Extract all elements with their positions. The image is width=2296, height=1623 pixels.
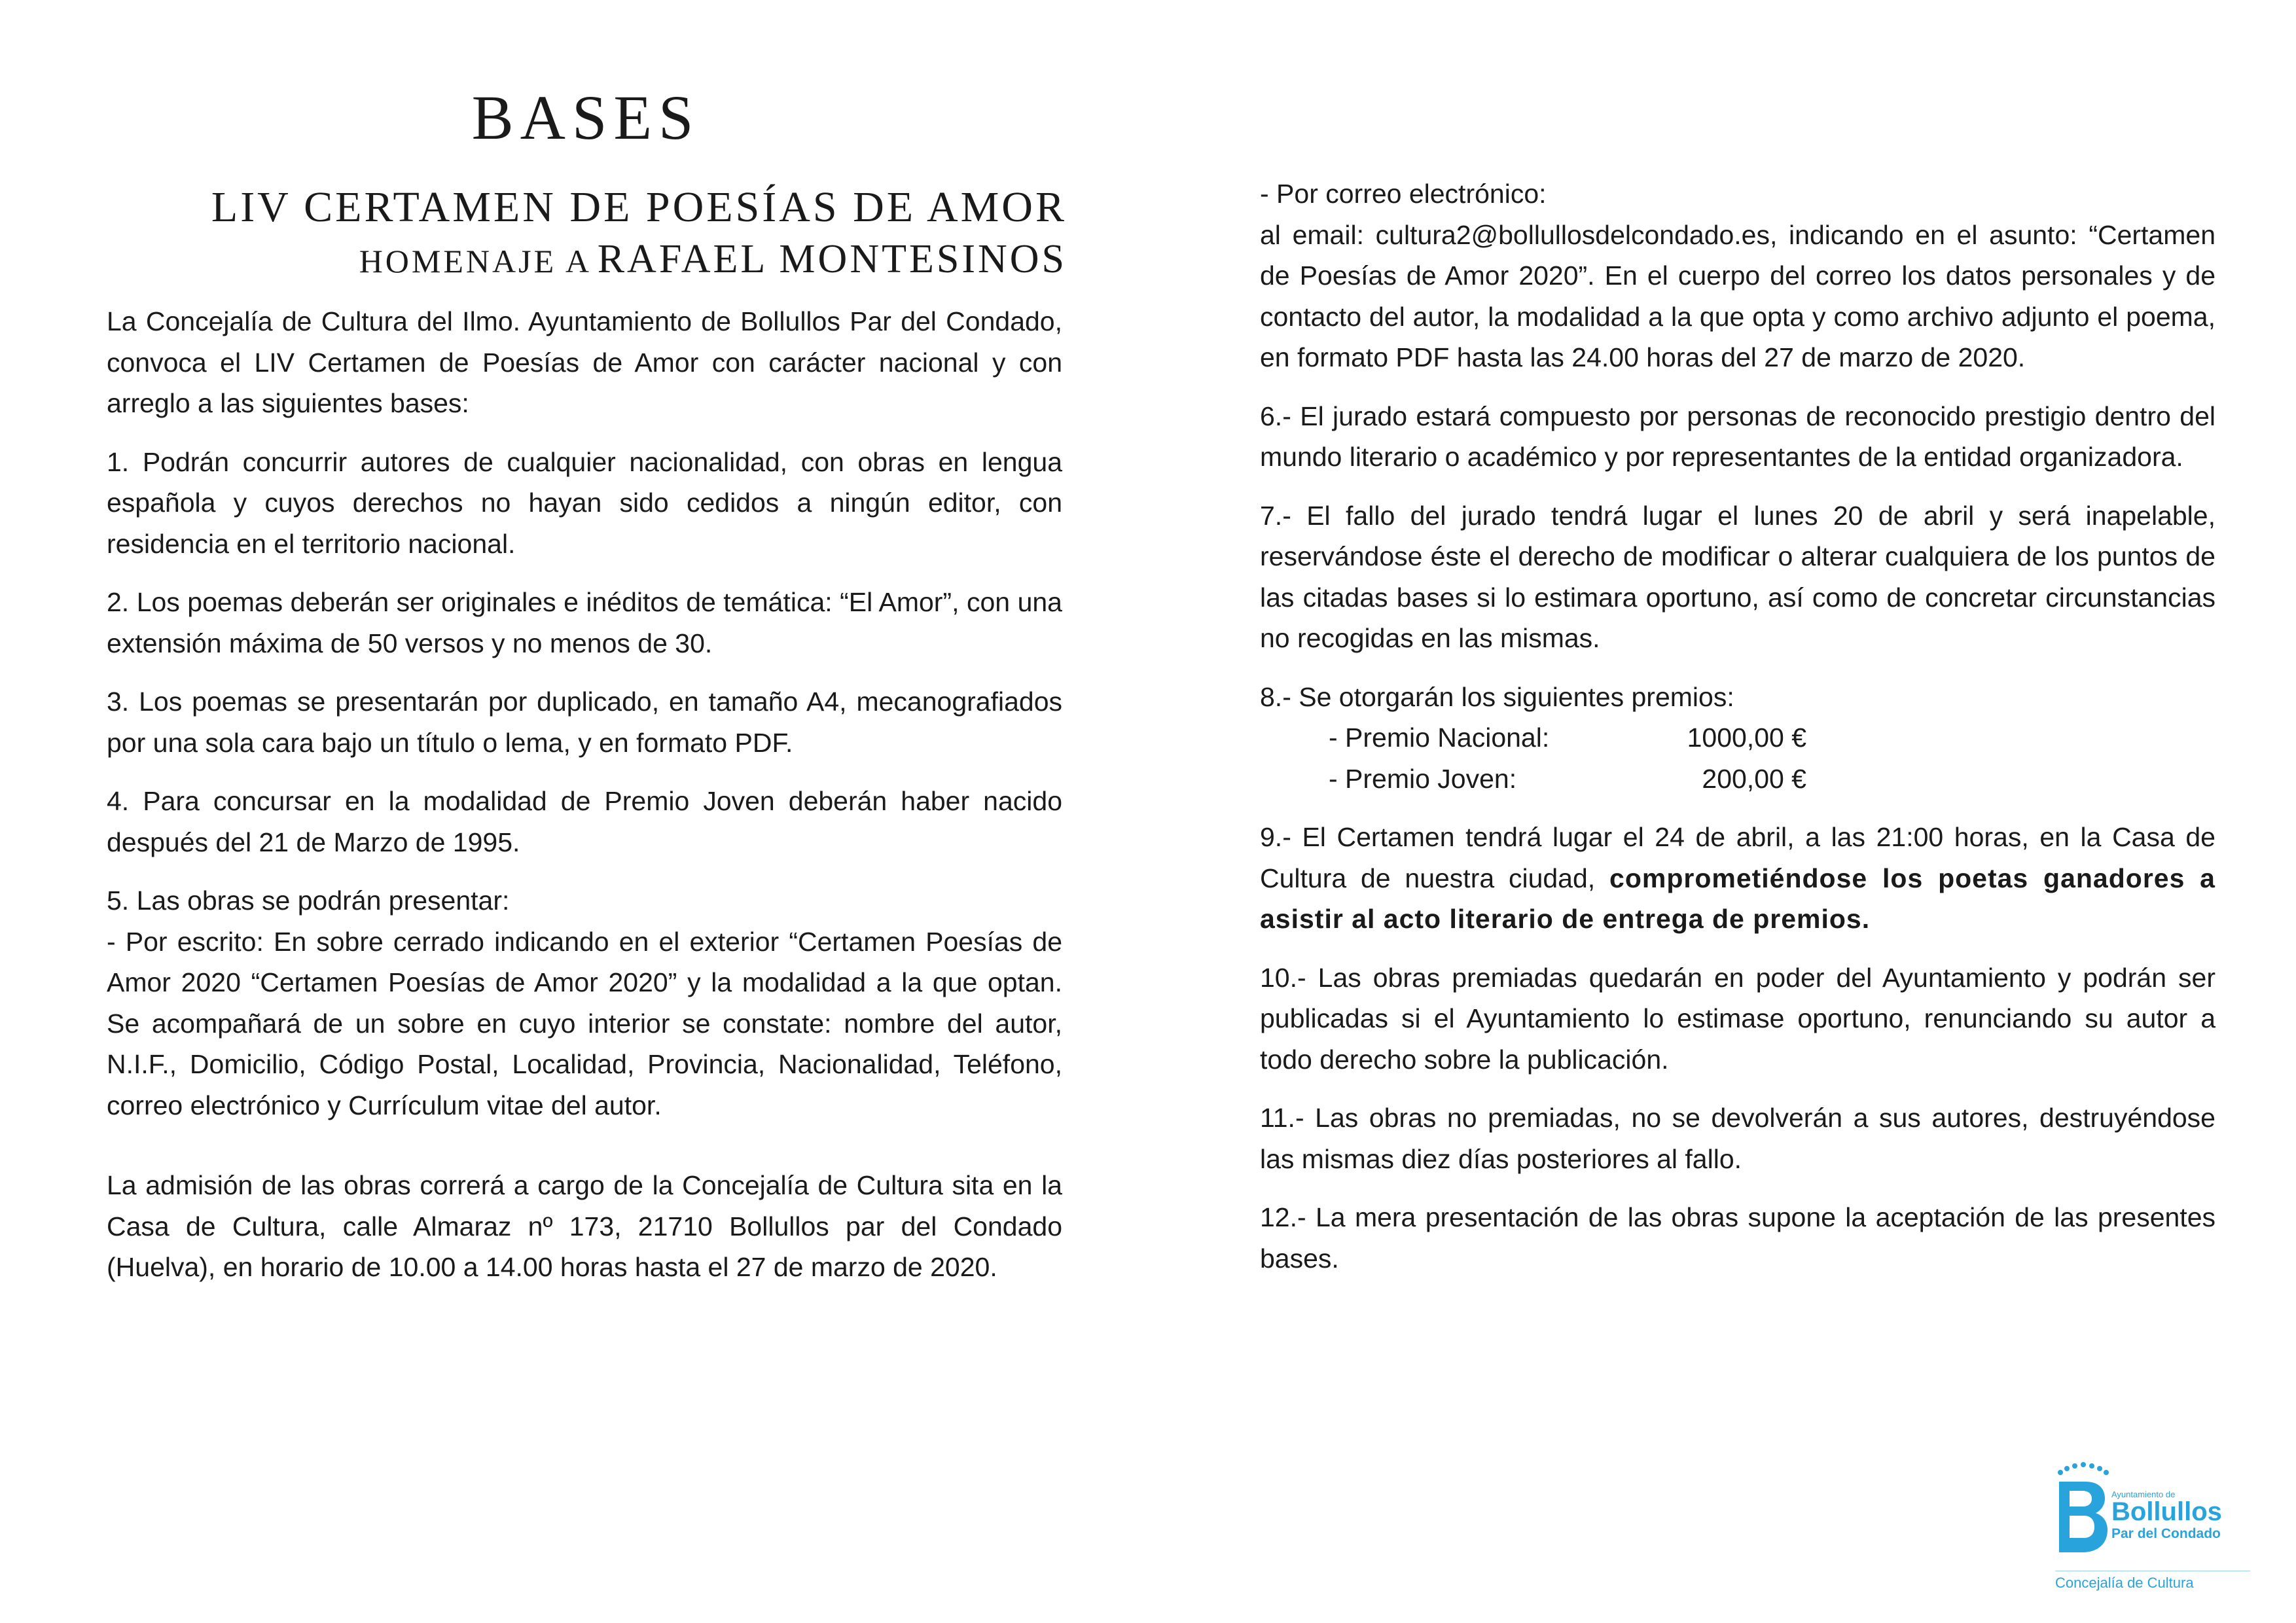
intro-paragraph: La Concejalía de Cultura del Ilmo. Ayuntamiento de Bollullos Par del Condado, convoca el LIV Certamen de Poesías de Amor con carácter nacional y con arreglo a las siguientes bases: <box>107 306 1062 418</box>
base-12: 12.- La mera presentación de las obras supone la aceptación de las presentes bases. <box>1260 1202 2215 1274</box>
page-title: BASES <box>471 82 700 152</box>
base-3: 3. Los poemas se presentarán por duplicado, en tamaño A4, mecanografiados por una sola cara bajo un título o lema, y en formato PDF. <box>107 687 1062 758</box>
base-5-title: 5. Las obras se podrán presentar: <box>107 885 510 916</box>
base-8 <box>1260 677 2215 800</box>
logo-main-text: Bollullos <box>2111 1497 2222 1526</box>
base-9-bold-text: comprometiéndose los poetas ganadores a asistir al acto literario de entrega de premios. <box>1260 863 2215 934</box>
homenaje-name: RAFAEL MONTESINOS <box>597 237 1067 281</box>
base-1: 1. Podrán concurrir autores de cualquier nacionalidad, con obras en lengua española y cuyos derechos no hayan sido cedidos a ningún editor, con residencia en el territorio nacional. <box>107 446 1062 559</box>
base-4: 4. Para concursar en la modalidad de Premio Joven deberán haber nacido después del 21 de Marzo de 1995. <box>107 786 1062 857</box>
logo-department-text: Concejalía de Cultura <box>2055 1575 2194 1591</box>
base-11: 11.- Las obras no premiadas, no se devolverán a sus autores, destruyéndose las mismas diez días posteriores al fallo. <box>1260 1103 2215 1174</box>
left-column <box>107 301 1062 1306</box>
homenaje-line <box>105 233 1067 295</box>
admision-paragraph: La admisión de las obras correrá a cargo de la Concejalía de Cultura sita en la Casa de Cultura, calle Almaraz nº 173, 21710 Bollullos par del Condado (Huelva), en horario de 10.00 a 14.00 horas hasta el 27 de marzo de 2020. <box>107 1170 1062 1282</box>
homenaje-prefix: HOMENAJE A <box>359 243 592 279</box>
prize-row <box>1260 758 2215 800</box>
base-7: 7.- El fallo del jurado tendrá lugar el lunes 20 de abril y será inapelable, reservándose éste el derecho de modificar o alterar cualquiera de los puntos de las citadas bases si lo estimara oportuno, así como de concretar circunstancias no recogidas en las mismas. <box>1260 500 2215 653</box>
logo-sub-text: Par del Condado <box>2111 1526 2221 1541</box>
prize-name: - Premio Joven: <box>1329 763 1517 794</box>
base-6: 6.- El jurado estará compuesto por personas de reconocido prestigio dentro del mundo literario o académico y por representantes de la entidad organizadora. <box>1260 401 2215 472</box>
base-9-text: 9.- El Certamen tendrá lugar el 24 de abril, a las 21:00 horas, en la Casa de Cultura de nuestra ciudad, <box>1260 822 2215 893</box>
correo-section <box>1260 173 2215 378</box>
prize-name: - Premio Nacional: <box>1329 722 1550 753</box>
prize-amount: 1000,00 € <box>1687 722 1806 753</box>
base-5-escrito: - Por escrito: En sobre cerrado indicando en el exterior “Certamen Poesías de Amor 2020 “Certamen Poesías de Amor 2020” y la modalidad a la que optan. Se acompañará de un sobre en cuyo interior se constate: nombre del autor, N.I.F., Domicilio, Código Postal, Localidad, Provincia, Nacionalidad, Teléfono, correo electrónico y Currículum vitae del autor. <box>107 926 1062 1120</box>
logo-small-text: Ayuntamiento de <box>2111 1489 2176 1499</box>
bollullos-logo <box>2055 1459 2251 1597</box>
correo-text: al email: cultura2@bollullosdelcondado.es, indicando en el asunto: “Certamen de Poesías de Amor 2020”. En el cuerpo del correo los datos personales y de contacto del autor, la modalidad a la que opta y como archivo adjunto el poema, en formato PDF hasta las 24.00 horas del 27 de marzo de 2020. <box>1260 219 2215 372</box>
title-block <box>105 79 1067 295</box>
base-2: 2. Los poemas deberán ser originales e inéditos de temática: “El Amor”, con una extensión máxima de 50 versos y no menos de 30. <box>107 587 1062 658</box>
prize-amount: 200,00 € <box>1702 763 1806 794</box>
base-8-title: 8.- Se otorgarán los siguientes premios: <box>1260 681 1734 712</box>
correo-title: - Por correo electrónico: <box>1260 179 1547 209</box>
right-column <box>1260 173 2215 1296</box>
bollullos-emblem-icon <box>2055 1459 2111 1564</box>
prize-row <box>1260 717 2215 758</box>
base-5 <box>107 880 1062 1126</box>
subtitle: LIV CERTAMEN DE POESÍAS DE AMOR <box>211 183 1067 231</box>
base-10: 10.- Las obras premiadas quedarán en poder del Ayuntamiento y podrán ser publicadas si el Ayuntamiento lo estimase oportuno, renunciando su autor a todo derecho sobre la publicación. <box>1260 962 2215 1075</box>
base-9 <box>1260 817 2215 940</box>
